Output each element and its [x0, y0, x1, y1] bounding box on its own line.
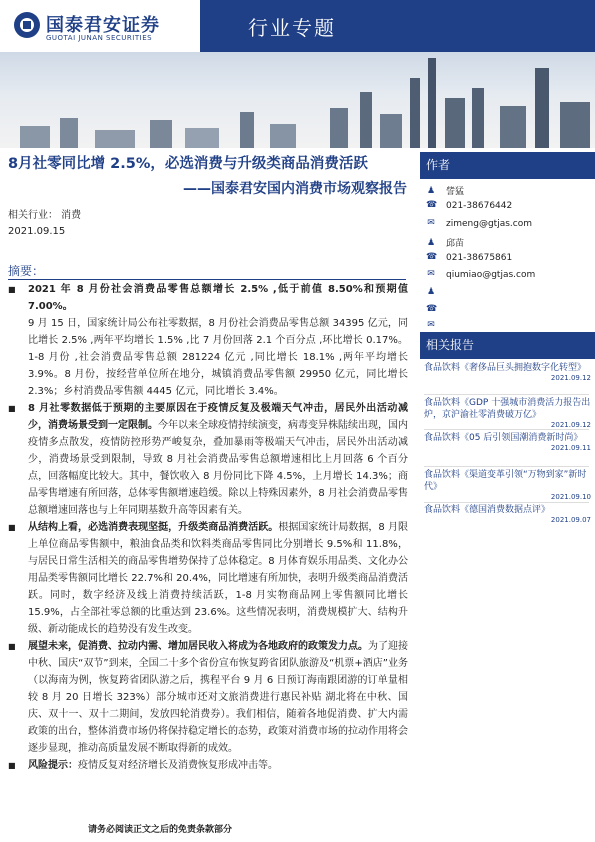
related-industry: 相关行业： 消费 — [8, 210, 82, 221]
mail-icon: ✉ — [427, 320, 435, 330]
mail-icon: ✉ — [427, 269, 435, 279]
abstract-divider — [8, 279, 406, 280]
phone-icon: ☎ — [426, 304, 438, 314]
abstract-item: ■ 2021 年 8 月份社会消费品零售总额增长 2.5% ,低于前值 8.50%和预期值 7.00%。 9 月 15 日，国家统计局公布社零数据，8 月份社会消费品零售总额 34395 亿元，同比增长 2.5% ,两年平均增长 1.5% ,比 7 月份回落 2.1 个百分点 ,环比增长 0.17%。1-8 月份 ,社会消费品零售总额 281224 亿元 ,同比增长 18.1% ,两年平均增长 3.9%。8 月份，按经营单位所在地分，城镇消费品零售额 29950 亿元，同比增长 2.3%；乡村消费品零售额 4445 亿元，同比增长 3.4%。 — [8, 281, 408, 400]
report-date: 2021.09.15 — [8, 226, 66, 237]
report-header — [0, 0, 595, 148]
report-title: 8月社零同比增 2.5%，必选消费与升级类商品消费活跃 — [8, 156, 368, 172]
author-row — [426, 288, 446, 298]
author-row: ♟ 邱苗 — [426, 238, 465, 249]
abstract-item: ■ 从结构上看，必选消费表现坚挺，升级类商品消费活跃。根据国家统计局数据，8 月限上单位商品零售额中，粮油食品类和饮料类商品零售同比分别增长 9.5%和 11.8%，与居民日常生活相关的商品零售增势保持了总体稳定。8 月体育娱乐用品类、文化办公用品类零售额同比增长 22.7%和 20.4%，同比增速有所加快，表明升级类商品消费活跃。同时，数字经济及线上消费持续活跃，1-8 月实物商品网上零售额同比增长 15.9%，占全部社零总额的比重达到 23.6%。这些情况表明，消费规模扩大、结构升级、新动能成长的趋势没有发生改变。 — [8, 519, 408, 638]
related-report[interactable]: 食品饮料《奢侈品巨头拥抱数字化转型》 2021.09.12 — [424, 363, 591, 382]
banner-title: 行业专题 — [248, 16, 336, 40]
author-row: ☎ 021-38676442 — [426, 200, 513, 211]
person-icon: ♟ — [426, 186, 436, 196]
logo-icon — [14, 12, 40, 38]
person-icon: ♟ — [426, 238, 436, 248]
phone-icon: ☎ — [426, 252, 438, 262]
related-report[interactable]: 食品饮料《德国消费数据点评》 2021.09.07 — [424, 505, 591, 524]
logo — [0, 0, 200, 52]
author-row: ♟ 訾猛 — [426, 186, 465, 197]
mail-icon: ✉ — [427, 218, 435, 228]
abstract-list — [8, 281, 408, 774]
city-skyline-image — [0, 52, 595, 148]
logo-text: 国泰君安证券 — [46, 15, 160, 36]
related-heading: 相关报告 — [420, 332, 595, 359]
related-report[interactable]: 食品饮料《渠道变革引领“万物到家”新时代》 2021.09.10 — [424, 470, 591, 501]
author-row — [426, 305, 446, 315]
authors-heading: 作者 — [420, 152, 595, 179]
author-row: ☎ 021-38675861 — [426, 252, 513, 263]
divider — [424, 394, 589, 395]
abstract-item: ■ 8 月社零数据低于预期的主要原因在于疫情反复及极端天气冲击，居民外出活动减少，消费场景受到一定限制。今年以来全球疫情持续演变，病毒变异株陆续出现，国内疫情多点散发，疫情防控形势严峻复杂，叠加暴雨等极端天气冲击，居民外出活动减少，消费场景受到限制，导致 8 月社会消费品零售总额增速相比上月回落 6 个百分点，回落幅度比较大。其中，餐饮收入 8 月份同比下降 4.5%，上月增长 14.3%；商品零售增速有所回落，总体零售额增速趋缓。除以上特殊因素外，8 月社会消费品零售总额增速回落也与上年同期基数升高等因素有关。 — [8, 400, 408, 519]
person-icon: ♟ — [426, 287, 436, 297]
author-row: ✉ zimeng@gtjas.com — [427, 218, 532, 229]
logo-subtext: GUOTAI JUNAN SECURITIES — [46, 34, 153, 42]
divider — [424, 466, 589, 467]
author-row — [426, 321, 446, 331]
abstract-item: ■ 展望未来，促消费、拉动内需、增加居民收入将成为各地政府的政策发力点。为了迎接中秋、国庆“双节”到来，全国二十多个省份宣布恢复跨省团队旅游及“机票+酒店”业务（以海南为例，恢复跨省团队游之后，携程平台 9 月 6 日预订海南跟团游的订单量相较 8 月 20 日增长 323%）部分城市还对文旅消费进行惠民补贴 湖北将在中秋、国庆、双十一、双十二期间，发放四轮消费券）。我们相信，随着各地促消费、扩大内需政策的出台，整体消费市场仍将保持稳定增长的态势，政策对消费市场的拉动作用将会逐步显现，推动高质量发展不断取得新的成效。 — [8, 638, 408, 757]
report-subtitle: ——国泰君安国内消费市场观察报告 — [183, 181, 407, 197]
divider — [424, 502, 589, 503]
phone-icon: ☎ — [426, 200, 438, 210]
author-row: ✉ qiumiao@gtjas.com — [427, 269, 536, 280]
abstract-label: 摘要： — [8, 264, 45, 278]
abstract-item: ■ 风险提示：疫情反复对经济增长及消费恢复形成冲击等。 — [8, 757, 408, 774]
related-report[interactable]: 食品饮料《GDP 十强城市消费活力报告出炉，京沪渝社零消费破万亿》 2021.09.12 — [424, 398, 591, 429]
disclaimer-footer: 请务必阅读正文之后的免责条款部分 — [88, 825, 233, 835]
divider — [424, 429, 589, 430]
related-report[interactable]: 食品饮料《05 后引领国潮消费新时尚》 2021.09.11 — [424, 433, 591, 452]
